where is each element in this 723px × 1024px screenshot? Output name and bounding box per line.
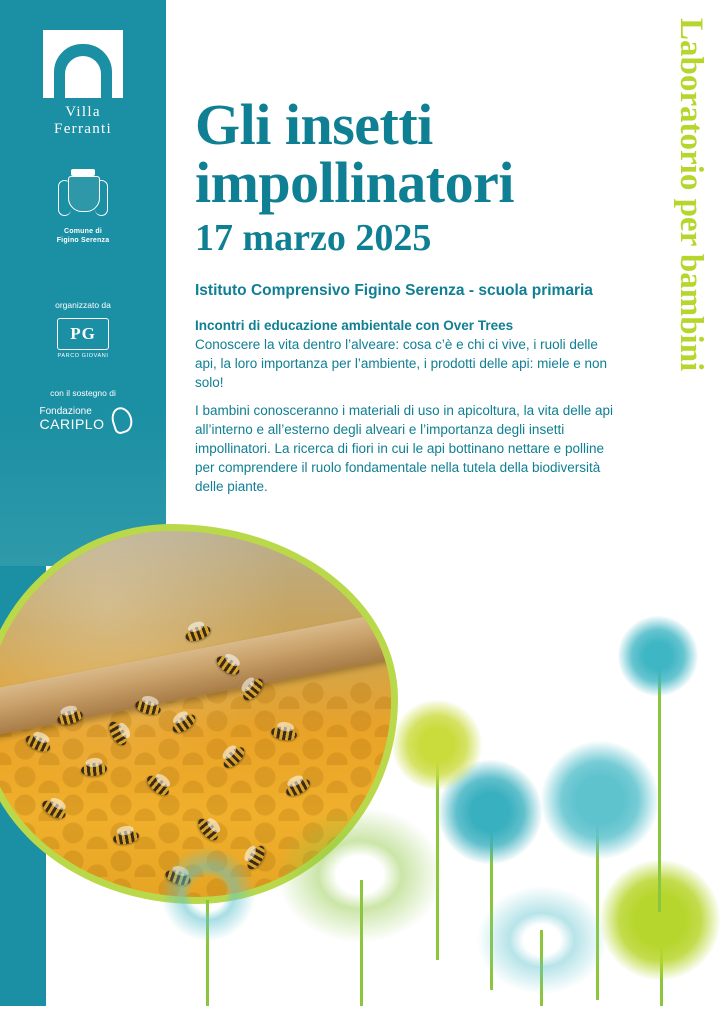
fondazione-cariplo-logo (36, 405, 136, 431)
villa-logo-text (43, 104, 123, 138)
title-line-1: Gli insetti (195, 92, 433, 157)
description-paragraph-2: I bambini conosceranno i materiali di uso in apicoltura, la vita delle api all’interno e all’esterno degli alveari e l’importanza degli insetti impollinatori. La ricerca di fiori in cui le api bottinano nettare e polline per comprendere il ruolo fondamentale nella tutela della biodiversità delle piante. (195, 403, 613, 494)
villa-logo-line2: Ferranti (54, 121, 112, 137)
cariplo-text (40, 405, 105, 431)
comune-line1: Comune di (64, 228, 102, 235)
decorative-flower-dot-cluster-left (150, 840, 270, 970)
comune-line2: Figino Serenza (56, 237, 110, 244)
program-lead: Incontri di educazione ambientale con Over Trees (195, 318, 514, 333)
event-date: 17 marzo 2025 (195, 217, 432, 259)
pg-subtitle: PARCO GIOVANI (57, 353, 109, 359)
support-label: con il sostegno di (50, 388, 116, 398)
cariplo-line2: CARIPLO (39, 416, 105, 432)
organized-by-label: organizzato da (55, 300, 111, 310)
decorative-flower-teal-small (618, 616, 704, 716)
decorative-flower-umbel-center (268, 800, 458, 1010)
shield-icon (61, 168, 105, 220)
decorative-flower-umbel-right (470, 880, 620, 1024)
description-paragraph-1: Conoscere la vita dentro l’alveare: cosa c’è e chi ci vive, i ruoli delle api, la loro importanza per l’ambiente, i prodotti delle api: miele e non solo! (195, 337, 607, 390)
vertical-sidebar-label: Laboratorio per bambini (673, 18, 709, 372)
comune-crest (52, 168, 114, 245)
parco-giovani-logo (56, 318, 110, 359)
comune-caption (52, 227, 114, 245)
bottom-margin (0, 1006, 723, 1024)
title-line-2: impollinatori (195, 150, 514, 215)
page-title (195, 92, 625, 215)
decorative-flower-lime-medium (392, 700, 488, 810)
villa-logo-line1: Villa (65, 104, 101, 120)
cariplo-leaf-icon (110, 405, 132, 431)
pg-initials: PG (57, 318, 109, 350)
villa-arch-icon (43, 30, 123, 98)
cariplo-line1: Fondazione (39, 406, 92, 417)
main-content (195, 92, 625, 496)
school-name: Istituto Comprensivo Figino Serenza - scuola primaria (195, 282, 593, 299)
villa-ferranti-logo (43, 30, 123, 138)
